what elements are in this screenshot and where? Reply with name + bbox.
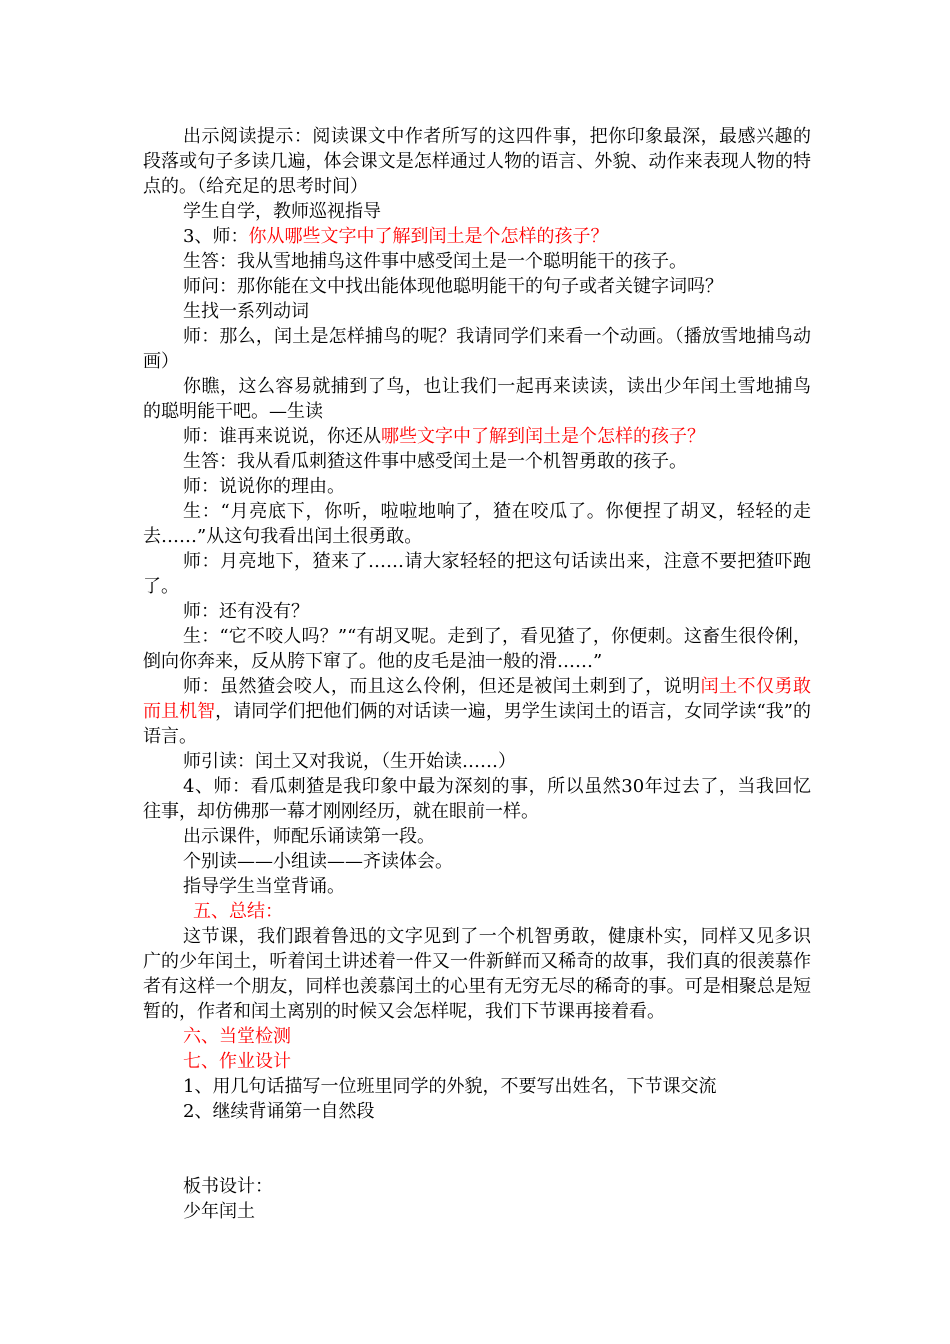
paragraph-p18 (143, 774, 811, 824)
paragraph-text: 指导学生当堂背诵。 (183, 876, 345, 897)
paragraph-text: 学生自学，教师巡视指导 (183, 201, 381, 222)
paragraph-text: 个别读——小组读——齐读体会。 (183, 851, 453, 872)
paragraph-p05 (143, 274, 811, 299)
paragraph-p08 (143, 374, 811, 424)
paragraph-text: 师：谁再来说说，你还从 (183, 426, 381, 447)
paragraph-text: 1、用几句话描写一位班里同学的外貌，不要写出姓名，下节课交流 (183, 1076, 717, 1097)
paragraph-p26 (143, 1074, 811, 1099)
paragraph-text: 出示阅读提示：阅读课文中作者所写的这四件事，把你印象最深，最感兴趣的段落或句子多读几遍，体会课文是怎样通过人物的语言、外貌、动作来表现人物的特点的。（给充足的思考时间） (143, 126, 811, 197)
paragraph-text: 3、师： (183, 226, 249, 247)
paragraph-text: 师：说说你的理由。 (183, 476, 345, 497)
paragraph-p10 (143, 449, 811, 474)
paragraph-text: 师：那么，闰土是怎样捕鸟的呢？我请同学们来看一个动画。（播放雪地捕鸟动画） (143, 326, 811, 372)
paragraph-text: 4、师：看瓜刺猹是我印象中最为深刻的事，所以虽然30年过去了，当我回忆往事，却仿佛那一幕才刚刚经历，就在眼前一样。 (143, 776, 811, 822)
highlighted-text: 哪些文字中了解到闰土是个怎样的孩子？ (381, 426, 705, 447)
paragraph-text: 板书设计： (183, 1176, 273, 1197)
highlighted-text: 你从哪些文字中了解到闰土是个怎样的孩子？ (248, 226, 609, 247)
paragraph-p15 (143, 624, 811, 674)
paragraph-p11 (143, 474, 811, 499)
paragraph-text: 师：还有没有？ (183, 601, 309, 622)
paragraph-text: 生答：我从雪地捕鸟这件事中感受闰土是一个聪明能干的孩子。 (183, 251, 687, 272)
highlighted-text: 六、当堂检测 (183, 1026, 291, 1047)
paragraph-p16 (143, 674, 811, 749)
paragraph-p09 (143, 424, 811, 449)
paragraph-text: 少年闰土 (183, 1201, 255, 1222)
paragraph-p03 (143, 224, 811, 249)
paragraph-p07 (143, 324, 811, 374)
paragraph-p12 (143, 499, 811, 549)
highlighted-text: 五、总结： (193, 901, 283, 922)
paragraph-p24 (143, 1024, 811, 1049)
paragraph-p02 (143, 199, 811, 224)
paragraph-text: 生答：我从看瓜刺猹这件事中感受闰土是一个机智勇敢的孩子。 (183, 451, 687, 472)
paragraph-text: 生：“它不咬人吗？”“有胡叉呢。走到了，看见猹了，你便刺。这畜生很伶俐，倒向你奔来，反从胯下窜了。他的皮毛是油一般的滑……” (143, 626, 811, 672)
paragraph-p21 (143, 874, 811, 899)
paragraph-p20 (143, 849, 811, 874)
paragraph-p06 (143, 299, 811, 324)
paragraph-text: 师：月亮地下，猹来了……请大家轻轻的把这句话读出来，注意不要把猹吓跑了。 (143, 551, 811, 597)
paragraph-p04 (143, 249, 811, 274)
blank-line (143, 1149, 811, 1174)
paragraph-p01 (143, 124, 811, 199)
paragraph-text: 生：“月亮底下，你听，啦啦地响了，猹在咬瓜了。你便捏了胡叉，轻轻的走去……”从这句我看出闰土很勇敢。 (143, 501, 811, 547)
highlighted-text: 闰土不仅勇敢而且机智 (143, 676, 812, 722)
paragraph-p23 (143, 924, 811, 1024)
paragraph-text: 这节课，我们跟着鲁迅的文字见到了一个机智勇敢，健康朴实，同样又见多识广的少年闰土，听着闰土讲述着一件又一件新鲜而又稀奇的故事，我们真的很羡慕作者有这样一个朋友，同样也羡慕闰土的心里有无穷无尽的稀奇的事。可是相聚总是短暂的，作者和闰土离别的时候又会怎样呢，我们下节课再接着看。 (143, 926, 811, 1022)
paragraph-p14 (143, 599, 811, 624)
paragraph-p13 (143, 549, 811, 599)
paragraph-text: 师引读：闰土又对我说，（生开始读……） (183, 751, 516, 772)
highlighted-text: 七、作业设计 (183, 1051, 291, 1072)
document-body (143, 124, 811, 1224)
paragraph-text: 师：虽然猹会咬人，而且这么伶俐，但还是被闰土刺到了，说明 (183, 676, 701, 697)
paragraph-text: 生找一系列动词 (183, 301, 309, 322)
paragraph-text: 师问：那你能在文中找出能体现他聪明能干的句子或者关键字词吗？ (183, 276, 723, 297)
paragraph-text: 2、继续背诵第一自然段 (183, 1101, 375, 1122)
paragraph-text: 出示课件，师配乐诵读第一段。 (183, 826, 435, 847)
paragraph-p29 (143, 1199, 811, 1224)
paragraph-p17 (143, 749, 811, 774)
paragraph-p25 (143, 1049, 811, 1074)
paragraph-p27 (143, 1099, 811, 1124)
paragraph-text: 你瞧，这么容易就捕到了鸟，也让我们一起再来读读，读出少年闰土雪地捕鸟的聪明能干吧。—生读 (143, 376, 811, 422)
paragraph-p28 (143, 1174, 811, 1199)
paragraph-text: ，请同学们把他们俩的对话读一遍，男学生读闰土的语言，女同学读“我”的语言。 (143, 701, 811, 747)
paragraph-p19 (143, 824, 811, 849)
paragraph-p22 (143, 899, 811, 924)
blank-line (143, 1124, 811, 1149)
